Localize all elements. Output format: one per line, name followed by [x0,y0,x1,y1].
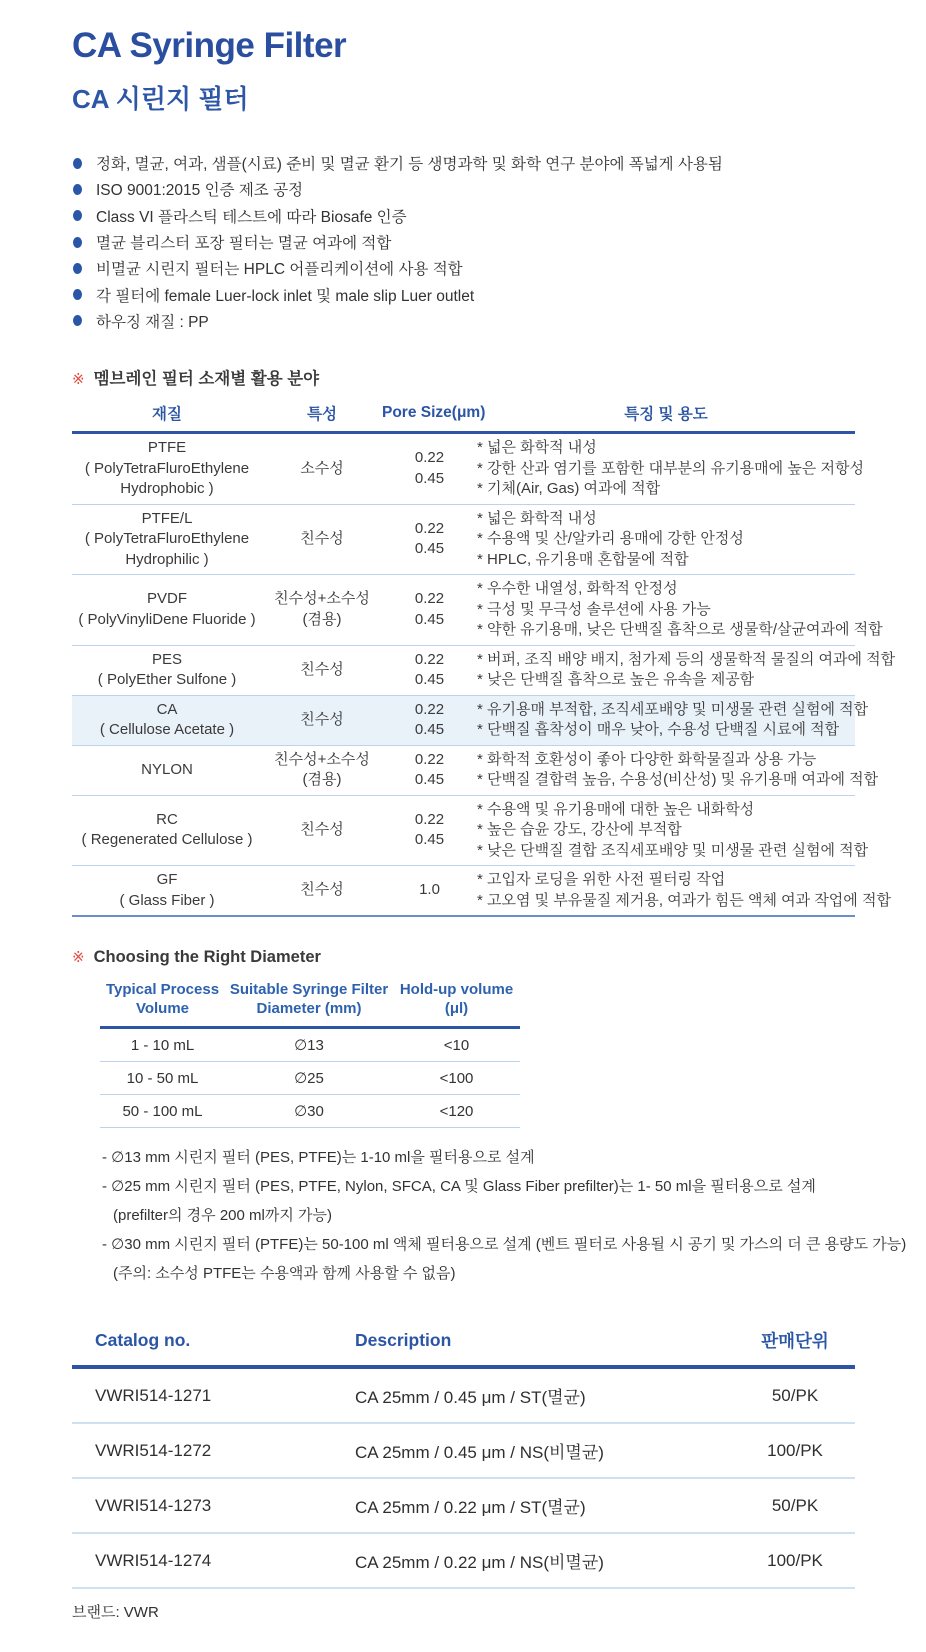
column-header-line: Hold-up volume [399,981,514,999]
bullet-icon [73,237,82,248]
membrane-table-row [72,745,855,795]
feature-text: Class VI 플라스틱 테스트에 따라 Biosafe 인증 [96,208,407,226]
feature-detail-line: * 우수한 내열성, 화학적 안정성 [477,580,678,598]
column-header-line: (μl) [444,1000,469,1018]
description-cell: CA 25mm / 0.45 μm / ST(멸균) [355,1388,586,1408]
catalog-row [72,1478,855,1533]
pack-size-cell: 100/PK [767,1550,823,1570]
page-subtitle: CA 시린지 필터 [72,84,249,114]
features-cell [477,575,883,646]
diameter-table-body [100,1028,520,1128]
material-line: Hydrophobic ) [120,480,214,498]
column-header-line: Typical Process [105,981,220,999]
diameter-cell: 50 - 100 mL [122,1102,203,1120]
bullet-icon [73,210,82,221]
diameter-table-row [100,1062,520,1095]
material-line: GF [156,871,178,889]
property-cell [262,866,382,917]
membrane-table-row [72,695,855,745]
column-header-line: Volume [135,1000,190,1018]
pore-size-cell [382,695,477,745]
material-line: ( PolyTetraFluroEthylene [84,530,250,548]
pack-size-cell: 50/PK [771,1495,819,1515]
material-cell [72,745,262,795]
features-cell [477,645,896,695]
material-line: RC [156,810,178,828]
feature-text: ISO 9001:2015 인증 제조 공정 [96,182,304,200]
feature-detail-line: * 극성 및 무극성 솔루션에 사용 가능 [477,600,711,618]
material-cell [72,795,262,866]
pore-size-value: 0.45 [414,610,445,628]
diameter-table [100,980,520,1128]
membrane-filter-table [72,402,896,917]
feature-text: 비멸균 시린지 필터는 HPLC 어플리케이션에 사용 적합 [96,261,463,279]
features-cell [477,433,864,505]
feature-detail-line: * 수용액 및 산/알카리 용매에 강한 안정성 [477,530,744,548]
feature-detail-line: * 단백질 결합력 높음, 수용성(비산성) 및 유기용매 여과에 적합 [477,771,879,789]
diameter-note [102,1230,907,1288]
material-line: PTFE/L [141,509,193,527]
feature-detail-line: * 낮은 단백질 흡착으로 높은 유속을 제공함 [477,671,755,689]
diameter-note [102,1172,855,1230]
membrane-section-title-text: 멤브레인 필터 소재별 활용 분야 [93,370,320,389]
feature-text: 정화, 멸균, 여과, 샘플(시료) 준비 및 멸균 환기 등 생명과학 및 화학 연구 분야에 폭넓게 사용됨 [96,156,723,174]
catalog-table [72,1328,855,1589]
note-line: (주의: 소수성 PTFE는 수용액과 함께 사용할 수 없음) [113,1265,456,1283]
feature-detail-line: * 유기용매 부적합, 조직세포배양 및 미생물 관련 실험에 적합 [477,700,869,718]
membrane-table-row [72,575,855,646]
pore-size-value: 0.22 [414,650,445,668]
description-cell: CA 25mm / 0.22 μm / NS(비멸균) [355,1553,604,1573]
material-line: CA [156,700,178,718]
diameter-table-header-row [100,980,520,1028]
material-cell [72,433,262,505]
diameter-section-title [72,948,855,967]
pore-size-value: 0.22 [414,519,445,537]
note-line: (prefilter의 경우 200 ml까지 가능) [113,1207,332,1225]
membrane-table-header-row [72,402,855,433]
description-cell: CA 25mm / 0.22 μm / ST(멸균) [355,1498,586,1518]
catalog-number-cell: VWRI514-1273 [95,1495,212,1515]
feature-detail-line: * 높은 습윤 강도, 강산에 부적합 [477,821,682,839]
property-cell [262,695,382,745]
property-cell [262,745,382,795]
material-line: ( Regenerated Cellulose ) [81,831,253,849]
property-line: 친수성+소수성 [274,590,370,608]
material-cell [72,695,262,745]
catalog-row [72,1423,855,1478]
property-line: (겸용) [302,610,342,628]
column-header: 특성 [262,402,382,433]
column-header [100,980,225,1028]
bullet-icon [73,263,82,274]
material-line: ( Glass Fiber ) [119,891,215,909]
pore-size-cell [382,504,477,575]
property-line: 친수성+소수성 [274,750,370,768]
diameter-table-row [100,1095,520,1128]
feature-detail-line: * 기체(Air, Gas) 여과에 적합 [477,480,661,498]
feature-detail-line: * 단백질 흡착성이 매우 낮아, 수용성 단백질 시료에 적합 [477,721,840,739]
material-line: ( PolyVinyliDene Fluoride ) [78,610,256,628]
pack-size-cell: 100/PK [767,1440,823,1460]
pore-size-cell [382,866,477,917]
reference-mark-icon: ※ [72,371,85,389]
feature-item [72,255,855,281]
page-title: CA Syringe Filter [72,26,347,65]
feature-item [72,308,855,334]
property-line: 친수성 [300,881,344,899]
diameter-cell: <100 [439,1069,474,1087]
features-cell [477,504,855,575]
property-cell [262,575,382,646]
pore-size-value: 0.45 [414,831,445,849]
pore-size-value: 0.45 [414,771,445,789]
reference-mark-icon: ※ [72,949,85,967]
column-header [225,980,393,1028]
property-cell [262,504,382,575]
pore-size-value: 0.45 [414,671,445,689]
feature-item [72,281,855,307]
material-cell [72,645,262,695]
material-cell [72,575,262,646]
pack-size-cell: 50/PK [771,1385,819,1405]
features-cell [477,795,869,866]
pore-size-value: 0.22 [414,700,445,718]
diameter-table-row [100,1028,520,1062]
feature-detail-line: * 넓은 화학적 내성 [477,439,597,457]
column-header: 재질 [72,402,262,433]
feature-detail-line: * 고입자 로딩을 위한 사전 필터링 작업 [477,871,726,889]
material-line: PTFE [147,439,187,457]
column-header [393,980,520,1028]
diameter-note [102,1143,855,1172]
catalog-row [72,1367,855,1423]
bullet-icon [73,315,82,326]
diameter-section-title-text: Choosing the Right Diameter [93,948,321,967]
pore-size-value: 0.22 [414,590,445,608]
feature-item [72,203,855,229]
membrane-table-body [72,433,896,917]
pore-size-value: 1.0 [419,881,440,899]
diameter-cell: <120 [439,1102,474,1120]
feature-item [72,176,855,202]
material-line: ( Cellulose Acetate ) [99,721,235,739]
column-header: 특징 및 용도 [477,402,855,433]
feature-text: 멸균 블리스터 포장 필터는 멸균 여과에 적합 [96,235,392,253]
pore-size-value: 0.45 [414,469,445,487]
feature-list [72,150,855,334]
brand-note: 브랜드: VWR [72,1604,159,1622]
catalog-table-header-row [72,1328,855,1367]
column-header: 판매단위 [735,1328,855,1367]
column-header-line: Diameter (mm) [256,1000,362,1018]
feature-detail-line: * 고오염 및 부유물질 제거용, 여과가 힘든 액체 여과 작업에 적합 [477,891,891,909]
features-cell [477,745,879,795]
feature-item [72,150,855,176]
diameter-cell: ∅13 [294,1037,324,1055]
catalog-number-cell: VWRI514-1274 [95,1550,212,1570]
description-cell: CA 25mm / 0.45 μm / NS(비멸균) [355,1443,604,1463]
column-header: Description [355,1328,735,1367]
feature-detail-line: * 버퍼, 조직 배양 배지, 첨가제 등의 생물학적 물질의 여과에 적합 [477,650,896,668]
features-cell [477,695,869,745]
diameter-cell: ∅25 [294,1070,324,1088]
property-line: (겸용) [302,771,342,789]
bullet-icon [73,184,82,195]
feature-detail-line: * 낮은 단백질 결합 조직세포배양 및 미생물 관련 실험에 적합 [477,841,869,859]
feature-item [72,229,855,255]
material-cell [72,504,262,575]
property-line: 친수성 [300,710,344,728]
catalog-number-cell: VWRI514-1271 [95,1385,212,1405]
pore-size-cell [382,745,477,795]
features-cell [477,866,891,917]
material-line: ( PolyEther Sulfone ) [97,671,237,689]
diameter-cell: 10 - 50 mL [126,1069,199,1087]
property-cell [262,795,382,866]
feature-detail-line: * 넓은 화학적 내성 [477,509,597,527]
pore-size-value: 0.22 [414,810,445,828]
material-cell [72,866,262,917]
pore-size-value: 0.45 [414,540,445,558]
catalog-number-cell: VWRI514-1272 [95,1440,212,1460]
column-header: Pore Size(μm) [382,402,477,433]
column-header-line: Suitable Syringe Filter [229,981,389,999]
note-line: - ∅25 mm 시린지 필터 (PES, PTFE, Nylon, SFCA, CA 및 Glass Fiber prefilter)는 1- 50 ml을 필터용으로 설계 [102,1178,816,1196]
pore-size-value: 0.45 [414,721,445,739]
feature-detail-line: * 화학적 호환성이 좋아 다양한 화학물질과 상용 가능 [477,750,817,768]
diameter-cell: <10 [443,1036,470,1054]
property-line: 친수성 [300,530,344,548]
bullet-icon [73,158,82,169]
pore-size-cell [382,795,477,866]
note-line: - ∅13 mm 시린지 필터 (PES, PTFE)는 1-10 ml을 필터용으로 설계 [102,1149,535,1167]
pore-size-cell [382,575,477,646]
feature-text: 하우징 재질 : PP [96,313,209,331]
membrane-table-row [72,645,855,695]
material-line: Hydrophilic ) [125,550,209,568]
membrane-table-row [72,795,855,866]
material-line: PES [151,650,182,668]
property-line: 친수성 [300,660,344,678]
note-line: - ∅30 mm 시린지 필터 (PTFE)는 50-100 ml 액체 필터용으로 설계 (벤트 필터로 사용될 시 공기 및 가스의 더 큰 용량도 가능) [102,1236,907,1254]
property-cell [262,645,382,695]
pore-size-value: 0.22 [414,750,445,768]
pore-size-value: 0.22 [414,449,445,467]
catalog-table-body [72,1367,855,1588]
membrane-table-row [72,866,855,917]
column-header: Catalog no. [72,1328,355,1367]
membrane-section-title [72,365,855,389]
membrane-table-row [72,433,855,505]
feature-detail-line: * 수용액 및 유기용매에 대한 높은 내화학성 [477,800,755,818]
material-line: PVDF [146,590,187,608]
diameter-cell: ∅30 [294,1103,324,1121]
property-cell [262,433,382,505]
bullet-icon [73,289,82,300]
property-line: 친수성 [300,821,344,839]
diameter-notes [102,1143,907,1288]
property-line: 소수성 [300,459,344,477]
pore-size-cell [382,645,477,695]
feature-detail-line: * 강한 산과 염기를 포함한 대부분의 유기용매에 높은 저항성 [477,459,864,477]
membrane-table-row [72,504,855,575]
material-line: NYLON [141,760,193,778]
material-line: ( PolyTetraFluroEthylene [84,459,250,477]
catalog-row [72,1533,855,1588]
feature-detail-line: * 약한 유기용매, 낮은 단백질 흡착으로 생물학/살균여과에 적합 [477,621,883,639]
feature-detail-line: * HPLC, 유기용매 혼합물에 적합 [477,550,689,568]
diameter-cell: 1 - 10 mL [130,1036,195,1054]
feature-text: 각 필터에 female Luer-lock inlet 및 male slip Luer outlet [96,287,475,305]
pore-size-cell [382,433,477,505]
